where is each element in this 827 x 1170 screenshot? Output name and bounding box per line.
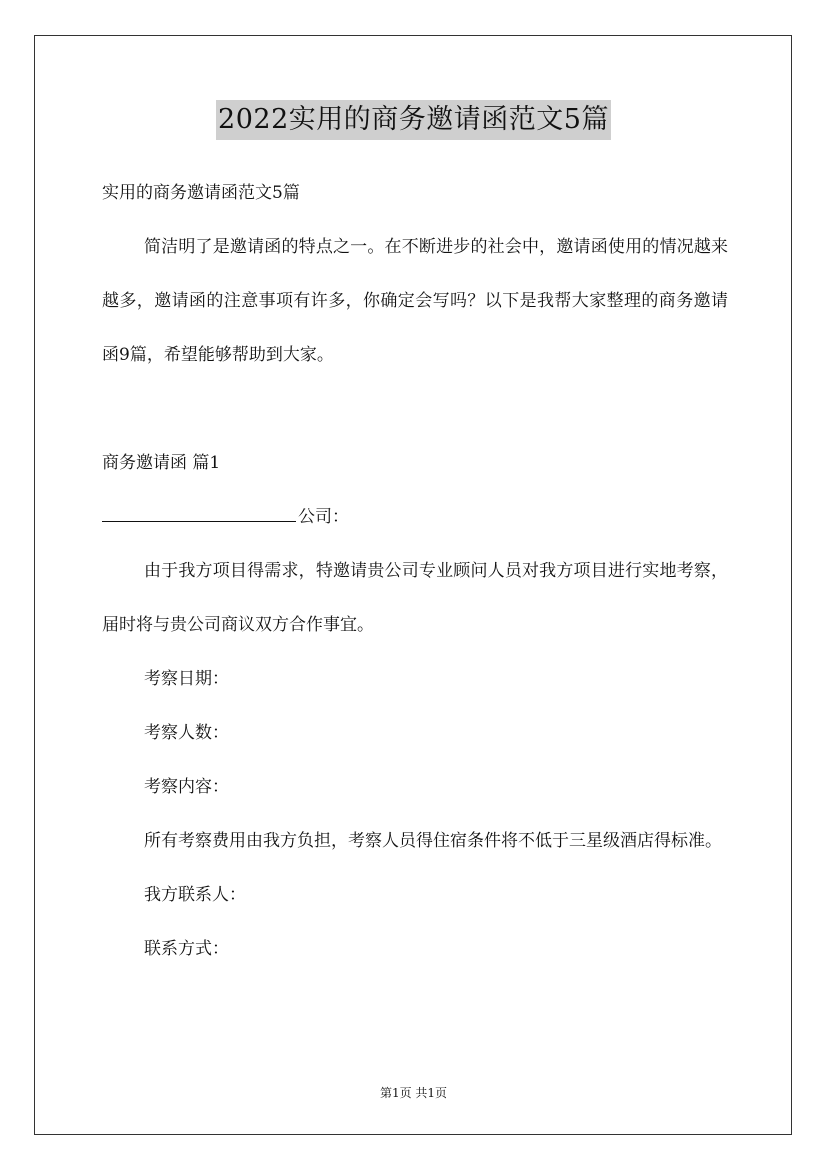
body-paragraph-2: 所有考察费用由我方负担，考察人员得住宿条件将不低于三星级酒店得标准。 — [144, 831, 722, 851]
document-title: 2022实用的商务邀请函范文5篇 — [216, 100, 611, 140]
company-name-blank — [102, 505, 296, 522]
section-heading: 商务邀请函 篇1 — [102, 453, 221, 473]
company-suffix: 公司： — [298, 507, 349, 527]
spacer — [102, 382, 728, 436]
document-subtitle: 实用的商务邀请函范文5篇 — [102, 183, 300, 203]
field-contact-person: 我方联系人： — [144, 885, 246, 905]
field-content: 考察内容： — [144, 777, 229, 797]
document-body — [102, 166, 728, 976]
field-contact-method: 联系方式： — [144, 939, 229, 959]
document-title-wrap — [0, 100, 827, 140]
intro-paragraph: 简洁明了是邀请函的特点之一。在不断进步的社会中，邀请函使用的情况越来越多，邀请函的注意事项有许多，你确定会写吗？以下是我帮大家整理的商务邀请函9篇，希望能够帮助到大家。 — [102, 237, 728, 365]
body-paragraph-1: 由于我方项目得需求，特邀请贵公司专业顾问人员对我方项目进行实地考察，届时将与贵公司商议双方合作事宜。 — [102, 561, 728, 635]
page-number: 第1页 共1页 — [379, 1086, 448, 1100]
field-date: 考察日期： — [144, 669, 229, 689]
company-line — [102, 490, 728, 544]
field-people: 考察人数： — [144, 723, 229, 743]
page-footer — [0, 1084, 827, 1101]
